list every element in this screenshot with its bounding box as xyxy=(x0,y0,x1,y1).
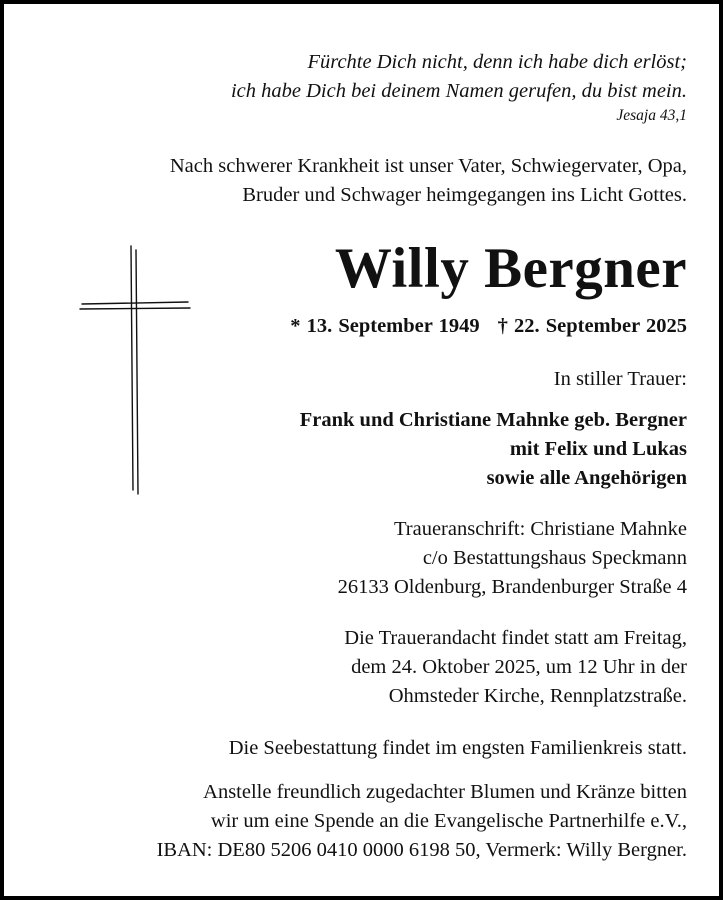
death-date: † 22. September 2025 xyxy=(497,315,687,337)
bible-verse xyxy=(231,48,687,106)
life-dates xyxy=(290,313,687,339)
donation-request xyxy=(157,778,687,865)
mourner-line-2: mit Felix und Lukas xyxy=(509,438,687,460)
address-line-2: c/o Bestattungshaus Speckmann xyxy=(422,547,687,569)
intro-line-1: Nach schwerer Krankheit ist unser Vater, Schwiegervater, Opa, xyxy=(169,155,687,177)
mourning-address xyxy=(338,515,687,602)
donation-line-3: IBAN: DE80 5206 0410 0000 6198 50, Vermerk: Willy Bergner. xyxy=(156,839,687,861)
address-line-1: Traueranschrift: Christiane Mahnke xyxy=(393,518,687,540)
mourning-label: In stiller Trauer: xyxy=(553,368,687,390)
mourner-line-3: sowie alle Angehörigen xyxy=(486,467,687,489)
sea-burial-info: Die Seebestattung findet im engsten Familienkreis statt. xyxy=(228,737,687,759)
deceased-name: Willy Bergner xyxy=(334,237,687,300)
mourners-list xyxy=(300,406,687,493)
service-line-3: Ohmsteder Kirche, Rennplatzstraße. xyxy=(388,685,687,707)
cross-vertical-stroke-2 xyxy=(136,250,138,494)
address-line-3: 26133 Oldenburg, Brandenburger Straße 4 xyxy=(337,576,687,598)
intro-text xyxy=(170,152,687,210)
cross-horizontal-stroke-2 xyxy=(80,308,190,309)
cross-icon xyxy=(78,244,194,498)
cross-vertical-stroke-1 xyxy=(131,246,133,490)
service-line-1: Die Trauerandacht findet statt am Freitag, xyxy=(344,627,687,649)
verse-reference: Jesaja 43,1 xyxy=(616,107,687,124)
cross-horizontal-stroke-1 xyxy=(82,302,188,304)
mourner-line-1: Frank und Christiane Mahnke geb. Bergner xyxy=(299,409,687,431)
birth-date: * 13. September 1949 xyxy=(290,315,480,337)
intro-line-2: Bruder und Schwager heimgegangen ins Licht Gottes. xyxy=(242,184,687,206)
memorial-service-info xyxy=(344,624,687,711)
donation-line-2: wir um eine Spende an die Evangelische Partnerhilfe e.V., xyxy=(210,810,687,832)
verse-line-1: Fürchte Dich nicht, denn ich habe dich erlöst; xyxy=(307,51,687,73)
donation-line-1: Anstelle freundlich zugedachter Blumen und Kränze bitten xyxy=(203,781,687,803)
verse-line-2: ich habe Dich bei deinem Namen gerufen, du bist mein. xyxy=(230,80,687,102)
service-line-2: dem 24. Oktober 2025, um 12 Uhr in der xyxy=(351,656,687,678)
